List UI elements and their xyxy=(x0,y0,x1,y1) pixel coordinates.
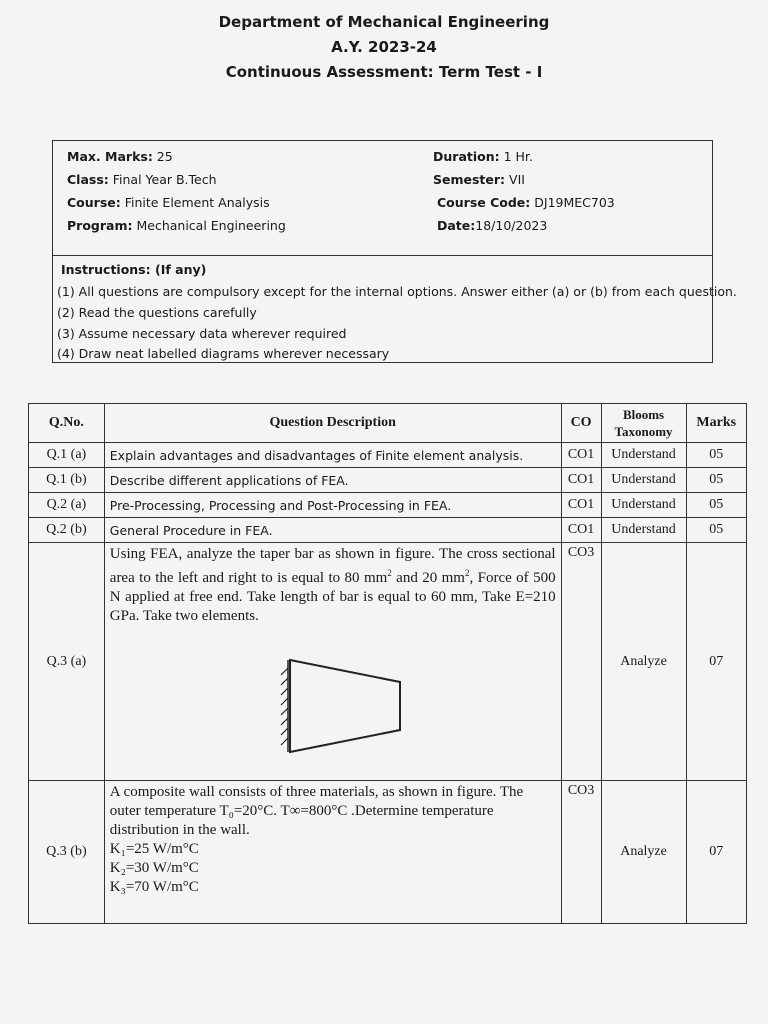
instruction-item: (3) Assume necessary data wherever required xyxy=(57,326,347,341)
header-blooms: Blooms Taxonomy xyxy=(601,404,686,443)
max-marks: Max. Marks: 25 xyxy=(67,149,173,164)
test-title: Continuous Assessment: Term Test - I xyxy=(225,63,543,81)
instruction-item: (1) All questions are compulsory except for the internal options. Answer either (a) or (b) from each question. xyxy=(57,284,737,299)
blooms-level: Analyze xyxy=(601,781,686,924)
question-table xyxy=(28,403,747,924)
exam-details xyxy=(53,141,712,256)
marks: 07 xyxy=(686,781,746,924)
question-description: General Procedure in FEA. xyxy=(104,518,561,543)
exam-date: Date:18/10/2023 xyxy=(437,218,548,233)
blooms-level: Understand xyxy=(601,518,686,543)
header-description: Question Description xyxy=(104,404,561,443)
document-header xyxy=(0,10,768,85)
marks: 05 xyxy=(686,493,746,518)
blooms-level: Understand xyxy=(601,443,686,468)
course-code: Course Code: DJ19MEC703 xyxy=(437,195,615,210)
taper-bar-figure xyxy=(270,652,470,772)
question-description: Explain advantages and disadvantages of Finite element analysis. xyxy=(104,443,561,468)
department-title: Department of Mechanical Engineering xyxy=(218,13,550,31)
question-number: Q.2 (b) xyxy=(29,518,105,543)
table-row xyxy=(29,443,747,468)
question-number: Q.3 (a) xyxy=(29,543,105,781)
table-row xyxy=(29,518,747,543)
header-marks: Marks xyxy=(686,404,746,443)
course-outcome: CO1 xyxy=(561,493,601,518)
instruction-item: (4) Draw neat labelled diagrams wherever necessary xyxy=(57,346,390,361)
question-description: Pre-Processing, Processing and Post-Processing in FEA. xyxy=(104,493,561,518)
course-outcome: CO1 xyxy=(561,518,601,543)
exam-info-box xyxy=(52,140,737,363)
marks: 07 xyxy=(686,543,746,781)
marks: 05 xyxy=(686,518,746,543)
k3-value: K₃=70 W/m°C xyxy=(109,879,199,895)
instruction-item: (2) Read the questions carefully xyxy=(57,305,257,320)
header-qno: Q.No. xyxy=(29,404,105,443)
program: Program: Mechanical Engineering xyxy=(67,218,286,233)
course-outcome: CO3 xyxy=(561,781,601,924)
blooms-level: Analyze xyxy=(601,543,686,781)
semester: Semester: VII xyxy=(433,172,525,187)
question-description: Describe different applications of FEA. xyxy=(104,468,561,493)
duration: Duration: 1 Hr. xyxy=(433,149,533,164)
table-row xyxy=(29,781,747,924)
question-number: Q.2 (a) xyxy=(29,493,105,518)
table-header-row xyxy=(29,404,747,443)
question-description: A composite wall consists of three materials, as shown in figure. The outer temperature T₀=20°C. T∞=800°C .Determine temperature distribution in the wall. K₁=25 W/m°C K₂=30 W/m°C K₃=70 W/m°C xyxy=(104,781,561,924)
k1-value: K₁=25 W/m°C xyxy=(109,841,199,857)
class: Class: Final Year B.Tech xyxy=(67,172,217,187)
question-number: Q.1 (b) xyxy=(29,468,105,493)
course-outcome: CO1 xyxy=(561,468,601,493)
header-co: CO xyxy=(561,404,601,443)
course-outcome: CO1 xyxy=(561,443,601,468)
table-row xyxy=(29,468,747,493)
question-number: Q.1 (a) xyxy=(29,443,105,468)
course: Course: Finite Element Analysis xyxy=(67,195,270,210)
instructions-title: Instructions: (If any) xyxy=(61,262,207,277)
table-row xyxy=(29,543,747,781)
course-outcome: CO3 xyxy=(561,543,601,781)
question-number: Q.3 (b) xyxy=(29,781,105,924)
marks: 05 xyxy=(686,468,746,493)
table-row xyxy=(29,493,747,518)
academic-year: A.Y. 2023-24 xyxy=(331,38,437,56)
blooms-level: Understand xyxy=(601,493,686,518)
blooms-level: Understand xyxy=(601,468,686,493)
marks: 05 xyxy=(686,443,746,468)
k2-value: K₂=30 W/m°C xyxy=(109,860,199,876)
question-description: Using FEA, analyze the taper bar as shown in figure. The cross sectional area to the left and right to is equal to 80 $mm^2$ and 20 $mm^2$, Force of 500 N applied at free end. Take length of bar is equal to 60 mm, Take E=210 GPa. Take two elements. xyxy=(104,543,561,781)
